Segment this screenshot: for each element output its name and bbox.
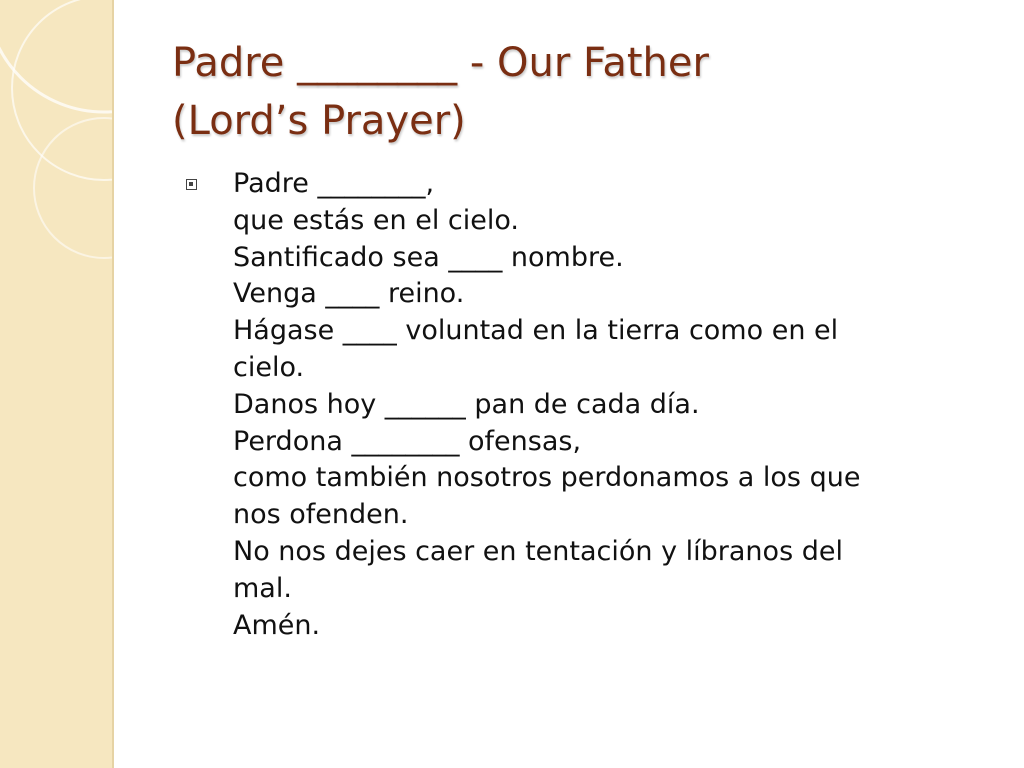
prayer-line: Padre ________,: [233, 168, 435, 199]
prayer-line: Perdona ________ ofensas,: [233, 425, 582, 457]
slide-title-line-1: Padre ________ - Our Father: [172, 40, 709, 86]
prayer-line: Hágase ____ voluntad en la tierra como en el: [233, 315, 839, 347]
decorative-side-panel: [0, 0, 114, 768]
decorative-circles: [0, 0, 112, 768]
prayer-line: Danos hoy ______ pan de cada día.: [233, 388, 700, 420]
prayer-line: que estás en el cielo.: [233, 204, 519, 236]
prayer-line: como también nosotros perdonamos a los que: [233, 462, 861, 494]
square-bullet-icon: [186, 179, 197, 190]
prayer-line: mal.: [233, 572, 292, 604]
slide-title-line-2: (Lord’s Prayer): [172, 98, 466, 144]
prayer-line: Venga ____ reino.: [233, 278, 465, 310]
prayer-line: No nos dejes caer en tentación y líbranos del: [233, 535, 843, 567]
prayer-line: cielo.: [233, 351, 305, 383]
slide-title: [172, 34, 992, 150]
prayer-text: [233, 166, 983, 644]
prayer-line: Amén.: [233, 609, 321, 641]
prayer-line: nos ofenden.: [233, 499, 409, 531]
prayer-line: Santificado sea ____ nombre.: [233, 241, 624, 273]
